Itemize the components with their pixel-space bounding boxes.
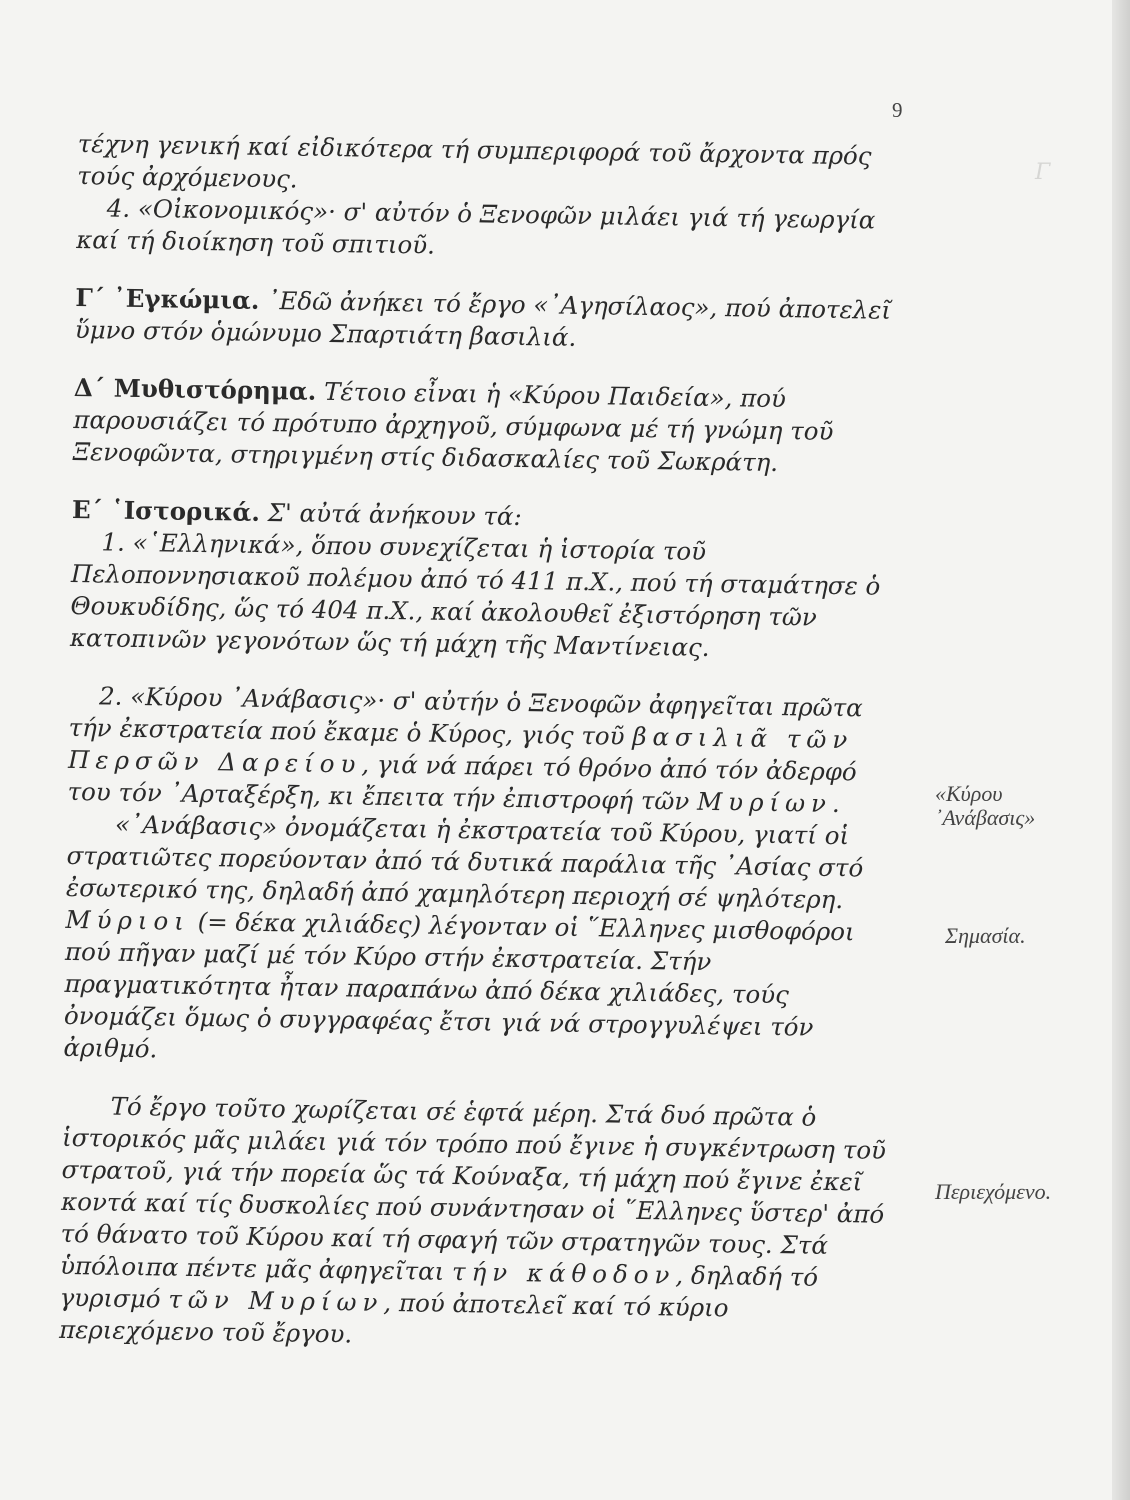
item-oikonomikos: 4. «Οἰκονομικός»· σ' αὐτόν ὁ Ξενοφῶν μιλάει γιά τή γεωργία καί τή διοίκηση τοῦ σπιτιοῦ. [76,193,876,260]
text-run: , πού ἀποτελεῖ καί τό κύριο περιεχόμενο τοῦ ἔργου. [58,1287,729,1349]
section-d-text: Τέτοιο εἶναι ἡ «Κύρου Παιδεία», πού παρουσιάζει τό πρότυπο ἀρχηγοῦ, σύμφωνα μέ τή γνώμη τοῦ Ξενοφῶντα, στηριγμένη στίς διδασκαλίες τοῦ Σωκράτη. [72,376,834,478]
item-kyrou-anabasis [67,680,899,821]
section-d [73,372,904,481]
section-e-text: Σ' αὐτά ἀνήκουν τά: [259,497,522,532]
text-run: . [831,788,840,819]
section-g-text: ᾿Εδῶ ἀνήκει τό ἔργο «᾿Αγησίλαος», πού ἀποτελεῖ ὕμνο στόν ὁμώνυμο Σπαρτιάτη βασιλιά. [74,285,892,352]
spaced-text: τῶν Μυρίων [168,1284,384,1317]
main-text [59,128,908,1359]
spaced-text: τήν κάθοδον [451,1257,676,1290]
page-edge [1112,0,1130,1500]
text-run: «᾿Ανάβασις» ὀνομάζεται ἡ ἐκστρατεία τοῦ Κύρου, γιατί οἱ στρατιῶτες πορεύονταν ἀπό τά δυτικά παράλια τῆς ᾿Ασίας στό ἐσωτερικό της, δηλαδή ἀπό χαμηλότερη περιοχή σέ ψηλότερη. [65,809,864,915]
bleed-through: Γ [1035,160,1051,185]
section-g [75,282,906,359]
paragraph-contents [59,1090,893,1359]
margin-note-kyrou: «Κύρου ᾿Ανάβασις» [935,781,1036,830]
text-run: , δηλαδή τό γυρισμό [59,1260,819,1314]
spaced-text: Μύριοι [65,904,191,936]
margin-note-periexomeno: Περιεχόμενο. [935,1179,1052,1204]
paragraph-continuation: τέχνη γενική καί εἰδικότερα τή συμπεριφορά τοῦ ἄρχοντα πρός τούς ἀρχόμενους. [77,128,872,194]
item-ellinika: 1. «῾Ελληνικά», ὅπου συνεχίζεται ἡ ἱστορία τοῦ Πελοποννησιακοῦ πολέμου ἀπό τό 411 π.Χ., πού τή σταμάτησε ὁ Θουκυδίδης, ὥς τό 404 π.Χ., καί ἀκολουθεῖ ἐξιστόρηση τῶν κατοπινῶν γεγονότων ὥς τή μάχη τῆς Μαντίνειας. [69,527,881,662]
page-number: 9 [892,98,903,122]
paragraph-anabasis-meaning [63,808,897,1077]
section-e-label: Ε΄ ῾Ιστορικά. [71,494,261,527]
margin-note-simasia: Σημασία. [945,923,1026,948]
text-run: , γιά νά πάρει τό θρόνο ἀπό τόν ἀδερφό του τόν ᾿Αρταξέρξη, κι ἔπειτα τήν ἐπιστροφή τῶν [67,749,857,816]
section-d-label: Δ΄ Μυθιστόρημα. [73,372,317,406]
spaced-text: βασιλιᾶ τῶν Περσῶν Δαρείου [67,721,854,779]
text-run: (= δέκα χιλιάδες) λέγονταν οἱ ῞Ελληνες μισθοφόροι πού πῆγαν μαζί μέ τόν Κύρο στήν ἐκστρατεία. Στήν πραγματικότητα ἦταν παραπάνω ἀπό δέκα χιλιάδες, τούς ὀνομάζει ὅμως ὁ συγγραφέας ἔτσι γιά νά στρογγυλέψει τόν ἀριθμό. [63,906,855,1064]
section-g-label: Γ΄ ᾿Εγκώμια. [75,282,260,315]
spaced-text: Μυρίων [696,786,833,818]
text-run: Τό ἔργο τοῦτο χωρίζεται σέ ἑφτά μέρη. Στά δυό πρῶτα ὁ ἱστορικός μᾶς μιλάει γιά τόν τρόπο πού ἔγινε ἡ συγκέντρωση τοῦ στρατοῦ, γιά τήν πορεία ὥς τά Κούναξα, τή μάχη πού ἔγινε ἐκεῖ κοντά καί τίς δυσκολίες πού συνάντησαν οἱ ῞Ελληνες ὕστερ' ἀπό τό θάνατο τοῦ Κύρου καί τή σφαγή τῶν στρατηγῶν τους. Στά ὑπόλοιπα πέντε μᾶς ἀφηγεῖται [59,1091,887,1287]
text-run: 2. «Κύρου ᾿Ανάβασις»· σ' αὐτήν ὁ Ξενοφῶν ἀφηγεῖται πρῶτα τήν ἐκστρατεία πού ἔκαμε ὁ Κύρος, γιός τοῦ [68,681,863,751]
